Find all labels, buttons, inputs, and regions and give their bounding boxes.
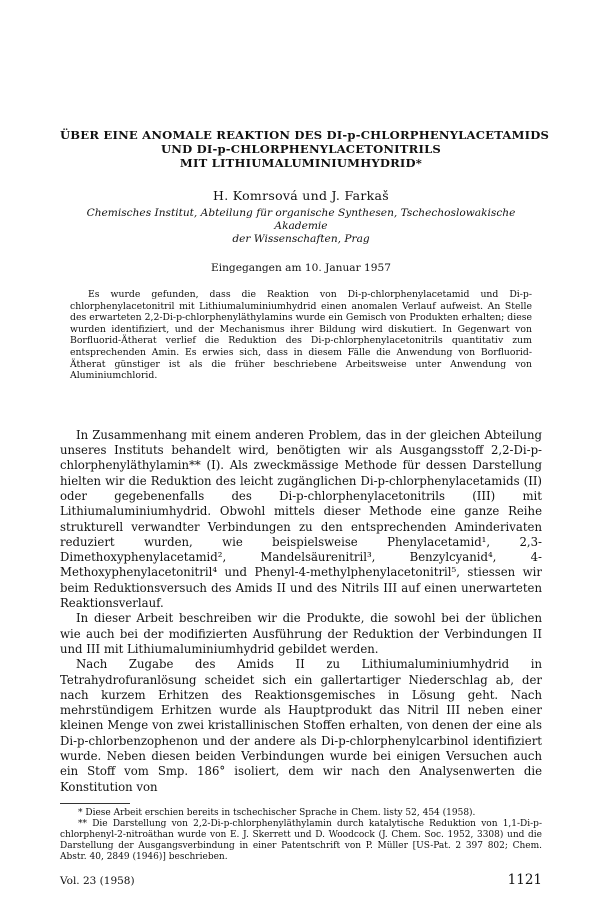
title-line-2: UND DI-p-CHLORPHENYLACETONITRILS bbox=[160, 142, 442, 156]
footnote-2: ** Die Darstellung von 2,2-Di-p-chlorphenyläthylamin durch katalytische Reduktion von 1,1-Di-p-chlorphenyl-2-nitroäthan wurde von E. J. Skerrett und D. Woodcock (J. Chem. Soc. 1952, 3308) und die Darstellung der Ausgangsverbindung in einer Patentschrift von P. Müller [US-Pat. 2 397 802; Chem. Abstr. 40, 2849 (1946)] beschrieben. bbox=[60, 818, 542, 862]
body-paragraph-1: In Zusammenhang mit einem anderen Problem, das in der gleichen Abteilung unseres Instituts behandelt wird, benötigten wir als Ausgangsstoff 2,2-Di-p-chlorphenyläthylamin** (I). Als zweckmässige Methode für dessen Darstellung hielten wir die Reduktion des leicht zugänglichen Di-p-chlorphenylacetamids (II) oder gegebenenfalls des Di-p-chlorphenylacetonitrils (III) mit Lithiumaluminiumhydrid. Obwohl mittels dieser Methode eine ganze Reihe strukturell verwandter Verbindungen zu den entsprechenden Aminderivaten reduziert wurden, wie beispielsweise Phenylacetamid¹, 2,3-Dimethoxyphenylacetamid², Mandelsäurenitril³, Benzylcyanid⁴, 4-Methoxyphenylacetonitril⁴ und Phenyl-4-methylphenylacetonitril⁵, stiessen wir beim Reduktionsversuch des Amids II und des Nitrils III auf einen unerwarteten Reaktionsverlauf. bbox=[60, 427, 542, 611]
title-line-3: MIT LITHIUMALUMINIUMHYDRID* bbox=[179, 156, 423, 170]
footnote-separator bbox=[60, 803, 130, 804]
footnote-1: * Diese Arbeit erschien bereits in tschechischer Sprache in Chem. listy 52, 454 (1958). bbox=[78, 807, 476, 818]
received-date: Eingegangen am 10. Januar 1957 bbox=[210, 262, 392, 274]
body-text bbox=[60, 428, 542, 795]
body-paragraph-3: Nach Zugabe des Amids II zu Lithiumaluminiumhydrid in Tetrahydrofuranlösung scheidet sich ein gallertartiger Niederschlag ab, der nach kurzem Erhitzen des Reaktionsgemisches in Lösung geht. Nach mehrstündigem Erhitzen wurde als Hauptprodukt das Nitril III neben einer kleinen Menge von zwei kristallinischen Stoffen erhalten, von denen der eine als Di-p-chlorbenzophenon und der andere als Di-p-chlorphenylcarbinol identifiziert wurde. Neben diesen beiden Verbindungen wurde bei einigen Versuchen auch ein Stoff vom Smp. 186° isoliert, dem wir nach den Analysenwerten die Konstitution von bbox=[60, 657, 542, 794]
title-line-1: ÜBER EINE ANOMALE REAKTION DES DI-p-CHLORPHENYLACETAMIDS bbox=[60, 128, 550, 142]
affiliation-line-2: der Wissenschaften, Prag bbox=[232, 233, 370, 245]
abstract: Es wurde gefunden, dass die Reaktion von Di-p-chlorphenylacetamid und Di-p-chlorphenylacetonitril mit Lithiumaluminiumhydrid einen anomalen Verlauf aufweist. An Stelle des erwarteten 2,2-Di-p-chlorphenyläthylamins wurde ein Gemisch von Produkten erhalten; diese wurden identifiziert, und der Mechanismus ihrer Bildung wird diskutiert. In Gegenwart von Borfluorid-Ätherat verlief die Reduktion des Di-p-chlorphenylacetonitrils quantitativ zum entsprechenden Amin. Es erwies sich, dass in diesem Fälle die Anwendung von Borfluorid-Ätherat günstiger ist als die früher beschriebene Arbeitsweise unter Anwendung von Aluminiumchlorid. bbox=[70, 289, 532, 382]
affiliation bbox=[60, 207, 542, 246]
article-title bbox=[60, 128, 550, 170]
paper-page bbox=[60, 0, 550, 888]
footnotes bbox=[60, 808, 542, 863]
authors: H. Komrsová und J. Farkaš bbox=[213, 188, 389, 203]
affiliation-line-1: Chemisches Institut, Abteilung für organische Synthesen, Tschechoslowakische Akademie bbox=[86, 207, 516, 232]
body-paragraph-2: In dieser Arbeit beschreiben wir die Produkte, die sowohl bei der üblichen wie auch bei der modifizierten Ausführung der Reduktion der Verbindungen II und III mit Lithiumaluminiumhydrid gebildet werden. bbox=[60, 611, 542, 656]
page-number: 1121 bbox=[507, 872, 542, 888]
journal-volume: Vol. 23 (1958) bbox=[60, 875, 135, 887]
